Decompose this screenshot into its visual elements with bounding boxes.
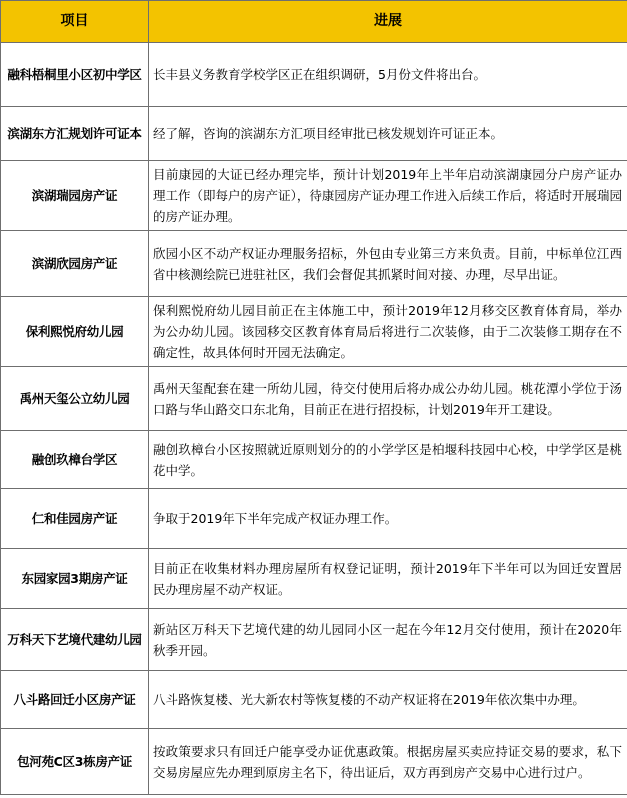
table-row xyxy=(1,161,627,231)
row-item: 保利熙悦府幼儿园 xyxy=(1,297,149,367)
row-item: 万科天下艺境代建幼儿园 xyxy=(1,609,149,671)
row-progress: 新站区万科天下艺境代建的幼儿园同小区一起在今年12月交付使用，预计在2020年秋季开园。 xyxy=(149,609,627,671)
row-progress: 目前康园的大证已经办理完毕，预计计划2019年上半年启动滨湖康园分户房产证办理工作（即每户的房产证），待康园房产证办理工作进入后续工作后，将适时开展瑞园的房产证办理。 xyxy=(149,161,627,231)
row-item: 仁和佳园房产证 xyxy=(1,489,149,549)
row-progress: 争取于2019年下半年完成产权证办理工作。 xyxy=(149,489,627,549)
row-item: 滨湖东方汇规划许可证本 xyxy=(1,107,149,161)
table-row xyxy=(1,431,627,489)
row-progress: 目前正在收集材料办理房屋所有权登记证明，预计2019年下半年可以为回迁安置居民办理房屋不动产权证。 xyxy=(149,549,627,609)
row-progress: 融创玖樟台小区按照就近原则划分的的小学学区是柏堰科技园中心校，中学学区是桃花中学。 xyxy=(149,431,627,489)
table-row xyxy=(1,231,627,297)
row-progress: 保利熙悦府幼儿园目前正在主体施工中，预计2019年12月移交区教育体育局，举办为公办幼儿园。该园移交区教育体育局后将进行二次装修，由于二次装修工期存在不确定性，故具体何时开园无法确定。 xyxy=(149,297,627,367)
row-progress: 经了解，咨询的滨湖东方汇项目经审批已核发规划许可证正本。 xyxy=(149,107,627,161)
table-row xyxy=(1,609,627,671)
table-row xyxy=(1,489,627,549)
table-row xyxy=(1,367,627,431)
row-progress: 长丰县义务教育学校学区正在组织调研，5月份文件将出台。 xyxy=(149,43,627,107)
table-header-row xyxy=(1,1,627,43)
row-item: 东园家园3期房产证 xyxy=(1,549,149,609)
row-progress: 欣园小区不动产权证办理服务招标，外包由专业第三方来负责。目前，中标单位江西省中核测绘院已进驻社区，我们会督促其抓紧时间对接、办理，尽早出证。 xyxy=(149,231,627,297)
table-row xyxy=(1,671,627,729)
row-progress: 按政策要求只有回迁户能享受办证优惠政策。根据房屋买卖应持证交易的要求，私下交易房屋应先办理到原房主名下，待出证后，双方再到房产交易中心进行过户。 xyxy=(149,729,627,795)
table-row xyxy=(1,43,627,107)
row-progress: 八斗路恢复楼、光大新农村等恢复楼的不动产权证将在2019年依次集中办理。 xyxy=(149,671,627,729)
row-item: 滨湖欣园房产证 xyxy=(1,231,149,297)
table-row xyxy=(1,729,627,795)
row-item: 禹州天玺公立幼儿园 xyxy=(1,367,149,431)
header-item: 项目 xyxy=(1,1,149,43)
row-item: 八斗路回迁小区房产证 xyxy=(1,671,149,729)
table-row xyxy=(1,297,627,367)
row-progress: 禹州天玺配套在建一所幼儿园，待交付使用后将办成公办幼儿园。桃花潭小学位于汤口路与华山路交口东北角，目前正在进行招投标，计划2019年开工建设。 xyxy=(149,367,627,431)
table-row xyxy=(1,549,627,609)
row-item: 滨湖瑞园房产证 xyxy=(1,161,149,231)
row-item: 融创玖樟台学区 xyxy=(1,431,149,489)
row-item: 包河苑C区3栋房产证 xyxy=(1,729,149,795)
row-item: 融科梧桐里小区初中学区 xyxy=(1,43,149,107)
table-row xyxy=(1,107,627,161)
header-progress: 进展 xyxy=(149,1,627,43)
